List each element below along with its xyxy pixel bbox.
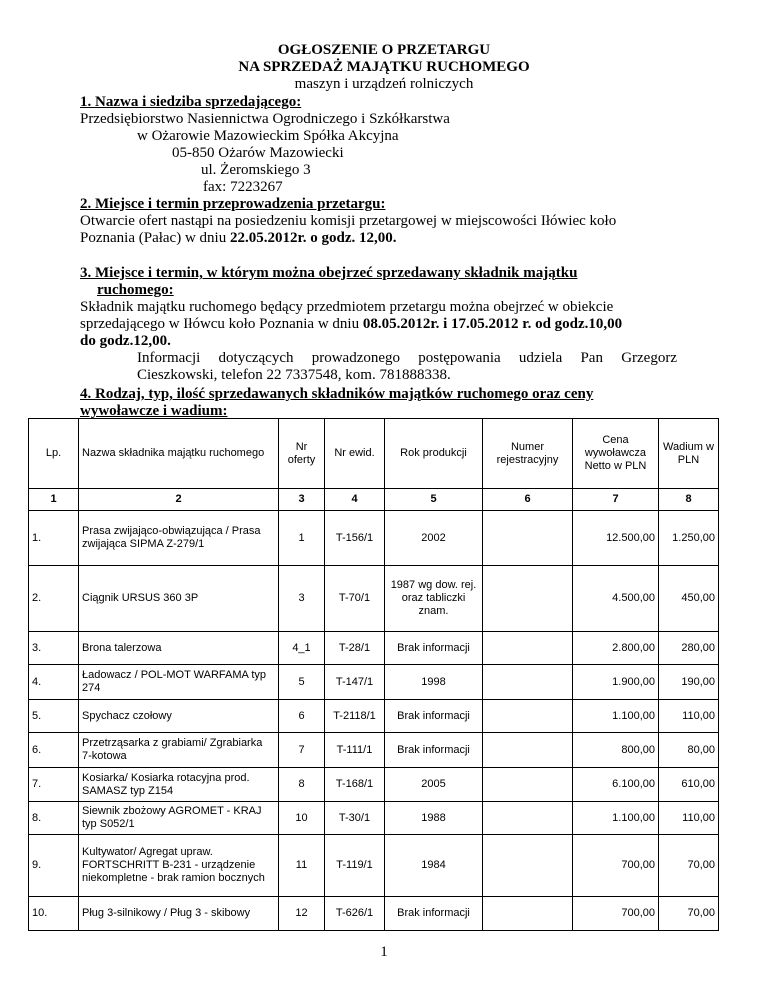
- cell-year: Brak informacji: [385, 733, 483, 768]
- section-4-heading-line-2: wywoławcze i wadium:: [80, 403, 228, 419]
- cell-deposit: 70,00: [659, 835, 719, 897]
- cell-name: Ciągnik URSUS 360 3P: [79, 566, 279, 632]
- header-offer: Nr oferty: [279, 419, 325, 489]
- cell-ewid: T-168/1: [325, 768, 385, 802]
- cell-name: Kosiarka/ Kosiarka rotacyjna prod. SAMASZ typ Z154: [79, 768, 279, 802]
- cell-registration: [483, 632, 573, 665]
- cell-lp: 10.: [29, 897, 79, 931]
- cell-registration: [483, 733, 573, 768]
- cell-lp: 9.: [29, 835, 79, 897]
- cell-registration: [483, 665, 573, 700]
- cell-price: 6.100,00: [573, 768, 659, 802]
- cell-registration: [483, 768, 573, 802]
- cell-price: 1.900,00: [573, 665, 659, 700]
- column-number: 5: [385, 489, 483, 511]
- cell-name: Kultywator/ Agregat upraw. FORTSCHRITT B-231 - urządzenie niekompletne - brak ramion bocznych: [79, 835, 279, 897]
- items-table: [28, 418, 719, 931]
- cell-year: 1987 wg dow. rej. oraz tabliczki znam.: [385, 566, 483, 632]
- cell-name: Spychacz czołowy: [79, 700, 279, 733]
- table-row: [29, 733, 719, 768]
- subtitle: maszyn i urządzeń rolniczych: [294, 76, 474, 92]
- cell-lp: 4.: [29, 665, 79, 700]
- cell-price: 700,00: [573, 835, 659, 897]
- table-header-row: [29, 419, 719, 489]
- cell-deposit: 280,00: [659, 632, 719, 665]
- cell-registration: [483, 835, 573, 897]
- tender-place-line-1: Otwarcie ofert nastąpi na posiedzeniu komisji przetargowej w miejscowości Iłówiec koło: [80, 213, 617, 229]
- cell-offer: 10: [279, 802, 325, 835]
- contact-info-line-1: Informacji dotyczących prowadzonego postępowania udziela Pan Grzegorz: [137, 350, 677, 366]
- column-number: 1: [29, 489, 79, 511]
- cell-year: Brak informacji: [385, 632, 483, 665]
- cell-ewid: T-156/1: [325, 511, 385, 566]
- contact-info-line-2: Cieszkowski, telefon 22 7337548, kom. 781888338.: [137, 367, 451, 383]
- cell-year: 1988: [385, 802, 483, 835]
- tender-place-line-2: [80, 229, 397, 247]
- table-row: [29, 511, 719, 566]
- cell-year: 1998: [385, 665, 483, 700]
- cell-ewid: T-147/1: [325, 665, 385, 700]
- cell-year: 1984: [385, 835, 483, 897]
- cell-offer: 7: [279, 733, 325, 768]
- cell-name: Pług 3-silnikowy / Pług 3 - skibowy: [79, 897, 279, 931]
- column-number: 3: [279, 489, 325, 511]
- table-row: [29, 768, 719, 802]
- column-number: 4: [325, 489, 385, 511]
- table-row: [29, 835, 719, 897]
- section-2-heading: 2. Miejsce i termin przeprowadzenia przetargu:: [80, 196, 386, 212]
- seller-fax: fax: 7223267: [203, 179, 283, 195]
- table-row: [29, 802, 719, 835]
- viewing-line-3: [80, 332, 171, 350]
- table-row: [29, 566, 719, 632]
- cell-offer: 6: [279, 700, 325, 733]
- cell-deposit: 110,00: [659, 700, 719, 733]
- cell-name: Brona talerzowa: [79, 632, 279, 665]
- page-number: 1: [380, 944, 388, 960]
- cell-registration: [483, 897, 573, 931]
- cell-lp: 1.: [29, 511, 79, 566]
- column-number: 6: [483, 489, 573, 511]
- cell-lp: 6.: [29, 733, 79, 768]
- header-lp: Lp.: [29, 419, 79, 489]
- cell-offer: 4_1: [279, 632, 325, 665]
- header-price: Cena wywoławcza Netto w PLN: [573, 419, 659, 489]
- cell-ewid: T-30/1: [325, 802, 385, 835]
- viewing-place-text: sprzedającego w Iłówcu koło Poznania w dniu: [80, 316, 363, 332]
- section-3-heading-line-1: 3. Miejsce i termin, w którym można obejrzeć sprzedawany składnik majątku: [80, 265, 578, 281]
- cell-price: 2.800,00: [573, 632, 659, 665]
- cell-lp: 2.: [29, 566, 79, 632]
- cell-ewid: T-28/1: [325, 632, 385, 665]
- viewing-line-2: [80, 315, 622, 333]
- header-name: Nazwa składnika majątku ruchomego: [79, 419, 279, 489]
- cell-lp: 8.: [29, 802, 79, 835]
- seller-name-line-2: w Ożarowie Mazowieckim Spółka Akcyjna: [137, 128, 399, 144]
- cell-deposit: 110,00: [659, 802, 719, 835]
- cell-deposit: 70,00: [659, 897, 719, 931]
- cell-lp: 7.: [29, 768, 79, 802]
- cell-name: Ładowacz / POL-MOT WARFAMA typ 274: [79, 665, 279, 700]
- cell-name: Siewnik zbożowy AGROMET - KRAJ typ S052/1: [79, 802, 279, 835]
- header-ewid: Nr ewid.: [325, 419, 385, 489]
- cell-offer: 3: [279, 566, 325, 632]
- seller-name-line-1: Przedsiębiorstwo Nasiennictwa Ogrodniczego i Szkółkarstwa: [80, 111, 450, 127]
- column-number: 2: [79, 489, 279, 511]
- seller-postal-address: 05-850 Ożarów Mazowiecki: [172, 145, 344, 161]
- cell-ewid: T-2118/1: [325, 700, 385, 733]
- cell-deposit: 450,00: [659, 566, 719, 632]
- cell-deposit: 80,00: [659, 733, 719, 768]
- cell-price: 800,00: [573, 733, 659, 768]
- section-3-heading-line-2: ruchomego:: [97, 282, 174, 298]
- tender-date: 22.05.2012r. o godz. 12,00.: [229, 230, 397, 246]
- column-number: 8: [659, 489, 719, 511]
- cell-offer: 8: [279, 768, 325, 802]
- cell-registration: [483, 802, 573, 835]
- cell-offer: 11: [279, 835, 325, 897]
- cell-offer: 5: [279, 665, 325, 700]
- table-row: [29, 632, 719, 665]
- cell-price: 1.100,00: [573, 700, 659, 733]
- table-row: [29, 700, 719, 733]
- header-year: Rok produkcji: [385, 419, 483, 489]
- cell-lp: 5.: [29, 700, 79, 733]
- title-line-2: NA SPRZEDAŻ MAJĄTKU RUCHOMEGO: [238, 59, 530, 75]
- cell-offer: 12: [279, 897, 325, 931]
- column-number-row: [29, 489, 719, 511]
- cell-registration: [483, 700, 573, 733]
- table-row: [29, 665, 719, 700]
- cell-offer: 1: [279, 511, 325, 566]
- cell-registration: [483, 511, 573, 566]
- cell-price: 12.500,00: [573, 511, 659, 566]
- viewing-dates: 08.05.2012r. i 17.05.2012 r. od godz.10,00: [362, 316, 623, 332]
- seller-street: ul. Żeromskiego 3: [201, 162, 311, 178]
- cell-year: Brak informacji: [385, 700, 483, 733]
- cell-year: 2005: [385, 768, 483, 802]
- header-registration: Numer rejestracyjny: [483, 419, 573, 489]
- cell-deposit: 1.250,00: [659, 511, 719, 566]
- cell-registration: [483, 566, 573, 632]
- cell-price: 4.500,00: [573, 566, 659, 632]
- column-number: 7: [573, 489, 659, 511]
- cell-ewid: T-70/1: [325, 566, 385, 632]
- cell-name: Prasa zwijająco-obwiązująca / Prasa zwijająca SIPMA Z-279/1: [79, 511, 279, 566]
- cell-ewid: T-111/1: [325, 733, 385, 768]
- tender-place-text: Poznania (Pałac) w dniu: [80, 230, 230, 246]
- viewing-end-time: do godz.12,00.: [80, 333, 171, 349]
- viewing-line-1: Składnik majątku ruchomego będący przedmiotem przetargu można obejrzeć w obiekcie: [80, 299, 614, 315]
- cell-deposit: 610,00: [659, 768, 719, 802]
- title-line-1: OGŁOSZENIE O PRZETARGU: [277, 42, 491, 58]
- cell-price: 1.100,00: [573, 802, 659, 835]
- cell-year: 2002: [385, 511, 483, 566]
- cell-ewid: T-626/1: [325, 897, 385, 931]
- cell-name: Przetrząsarka z grabiami/ Zgrabiarka 7-kotowa: [79, 733, 279, 768]
- cell-year: Brak informacji: [385, 897, 483, 931]
- section-1-heading: 1. Nazwa i siedziba sprzedającego:: [80, 94, 302, 110]
- cell-deposit: 190,00: [659, 665, 719, 700]
- table-row: [29, 897, 719, 931]
- section-4-heading-line-1: 4. Rodzaj, typ, ilość sprzedawanych składników majątków ruchomego oraz ceny: [80, 386, 594, 402]
- cell-ewid: T-119/1: [325, 835, 385, 897]
- cell-price: 700,00: [573, 897, 659, 931]
- cell-lp: 3.: [29, 632, 79, 665]
- header-deposit: Wadium w PLN: [659, 419, 719, 489]
